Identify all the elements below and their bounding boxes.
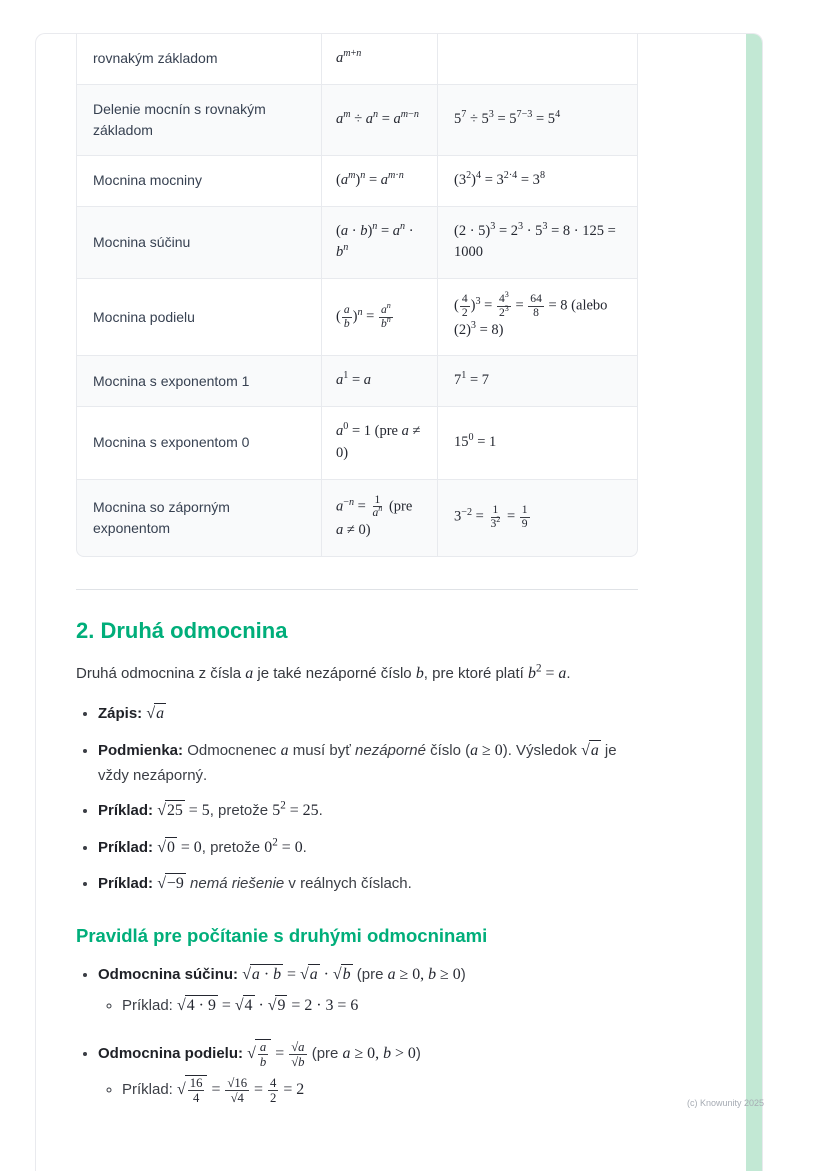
- rule-name-cell: Mocnina s exponentom 1: [76, 356, 322, 407]
- intro-paragraph: Druhá odmocnina z čísla a je také nezáporné číslo b, pre ktoré platí $b^2 = a$.: [76, 662, 571, 682]
- rule-line: [98, 1039, 638, 1069]
- formula-cell: $(a \cdot b)^n = a^n \cdot b^n$: [322, 207, 438, 280]
- formula-cell: $a^0 = 1$ (pre a ≠ 0): [322, 407, 438, 480]
- table-row: [76, 207, 638, 280]
- sub-list: [122, 993, 638, 1018]
- rule-formula: √ $\frac{a}{b}$ = $\frac{√a}{√b}$ (pre a ≥ 0, b > 0): [247, 1039, 421, 1069]
- example-cell: [438, 34, 638, 85]
- sub-list: [122, 1075, 638, 1105]
- example-cell: ( $\frac{4}{2}$ )$^3$ = $\frac{4^3}{2^3}$ = $\frac{64}{8}$ = 8 (alebo $(2)^3 = 8$): [438, 279, 638, 356]
- table-row: [76, 407, 638, 480]
- bullet-label: Príklad:: [98, 875, 154, 893]
- bullet-text: √25 = 5, pretože $5^2 = 25$.: [157, 799, 323, 819]
- rule-name-cell: Mocnina podielu: [76, 279, 322, 356]
- list-item: [98, 799, 638, 824]
- rule-label: Odmocnina súčinu:: [98, 965, 239, 983]
- rule-label: Odmocnina podielu:: [98, 1045, 243, 1063]
- formula-cell: $a^{m+n}$: [322, 34, 438, 85]
- content: [76, 34, 638, 1125]
- section-divider: [76, 589, 638, 590]
- list-item: [98, 872, 638, 897]
- bullet-label: Príklad:: [98, 838, 154, 856]
- table-row: [76, 480, 638, 557]
- bullet-text: √−9 nemá riešenie v reálnych číslach.: [157, 875, 412, 893]
- sub-list-item: ◦ Príklad: √ $\frac{16}{4}$ = $\frac{√16}{√4}$ = $\frac{4}{2}$ = 2: [122, 1075, 638, 1105]
- formula-cell: ( $\frac{a}{b}$ )$^n$ = $\frac{a^n}{b^n}$: [322, 279, 438, 356]
- rule-name-cell: Mocnina so záporným exponentom: [76, 480, 322, 557]
- rule-line: [98, 963, 638, 988]
- subsection-heading: Pravidlá pre počítanie s druhými odmocninami: [76, 924, 488, 946]
- page-card: [35, 33, 763, 1171]
- table-row: [76, 34, 638, 85]
- list-item: [98, 836, 638, 861]
- bullet-list: [98, 702, 638, 896]
- section-heading: 2. Druhá odmocnina: [76, 617, 288, 643]
- table-row: [76, 356, 638, 407]
- example-cell: $3^{-2}$ = $\frac{1}{3^2}$ = $\frac{1}{9}$: [438, 480, 638, 557]
- side-accent-bar: [746, 34, 762, 1171]
- rule-name-cell: rovnakým základom: [76, 34, 322, 85]
- example-cell: $(3^2)^4 = 3^{2\cdot 4} = 3^8$: [438, 156, 638, 207]
- rule-name-cell: Mocnina súčinu: [76, 207, 322, 280]
- watermark: (c) Knowunity 2025: [686, 1098, 764, 1108]
- bullet-label: Príklad:: [98, 801, 154, 819]
- sub-list-item: ◦ Príklad: √4 · 9 = √4 · √9 = 2 · 3 = 6: [122, 993, 638, 1018]
- formula-cell: $a^1 = a$: [322, 356, 438, 407]
- bullet-text: √a: [146, 705, 165, 723]
- list-item: [98, 702, 638, 727]
- list-item: [98, 739, 638, 787]
- example-cell: $7^1 = 7$: [438, 356, 638, 407]
- rule-formula: √a · b = √a · √b (pre a ≥ 0, b ≥ 0): [242, 965, 466, 983]
- table-row: [76, 85, 638, 156]
- bullet-label: Podmienka:: [98, 742, 184, 760]
- rules-list: [98, 963, 638, 1105]
- table-row: [76, 156, 638, 207]
- rule-name-cell: Mocnina mocniny: [76, 156, 322, 207]
- example-cell: $(2 \cdot 5)^3 = 2^3 \cdot 5^3 = 8 \cdot 125 = 1000$: [438, 207, 638, 280]
- bullet-label: Zápis:: [98, 705, 143, 723]
- formula-cell: $a^{-n}$ = $\frac{1}{a^n}$ (pre a ≠ 0): [322, 480, 438, 557]
- example-cell: $15^0 = 1$: [438, 407, 638, 480]
- example-cell: $5^7 \div 5^3 = 5^{7-3} = 5^4$: [438, 85, 638, 156]
- bullet-text: √0 = 0, pretože $0^2 = 0$.: [157, 836, 307, 856]
- formula-cell: $(a^m)^n = a^{m\cdot n}$: [322, 156, 438, 207]
- list-item: [98, 1039, 638, 1105]
- bullet-text: Odmocnenec a musí byť nezáporné číslo (a ≥ 0). Výsledok √a je vždy nezáporný.: [98, 742, 617, 784]
- list-item: [98, 963, 638, 1019]
- table-row: [76, 279, 638, 356]
- rule-name-cell: Delenie mocnín s rovnakým základom: [76, 85, 322, 156]
- formula-cell: $a^m \div a^n = a^{m-n}$: [322, 85, 438, 156]
- rule-name-cell: Mocnina s exponentom 0: [76, 407, 322, 480]
- powers-table: [76, 34, 638, 557]
